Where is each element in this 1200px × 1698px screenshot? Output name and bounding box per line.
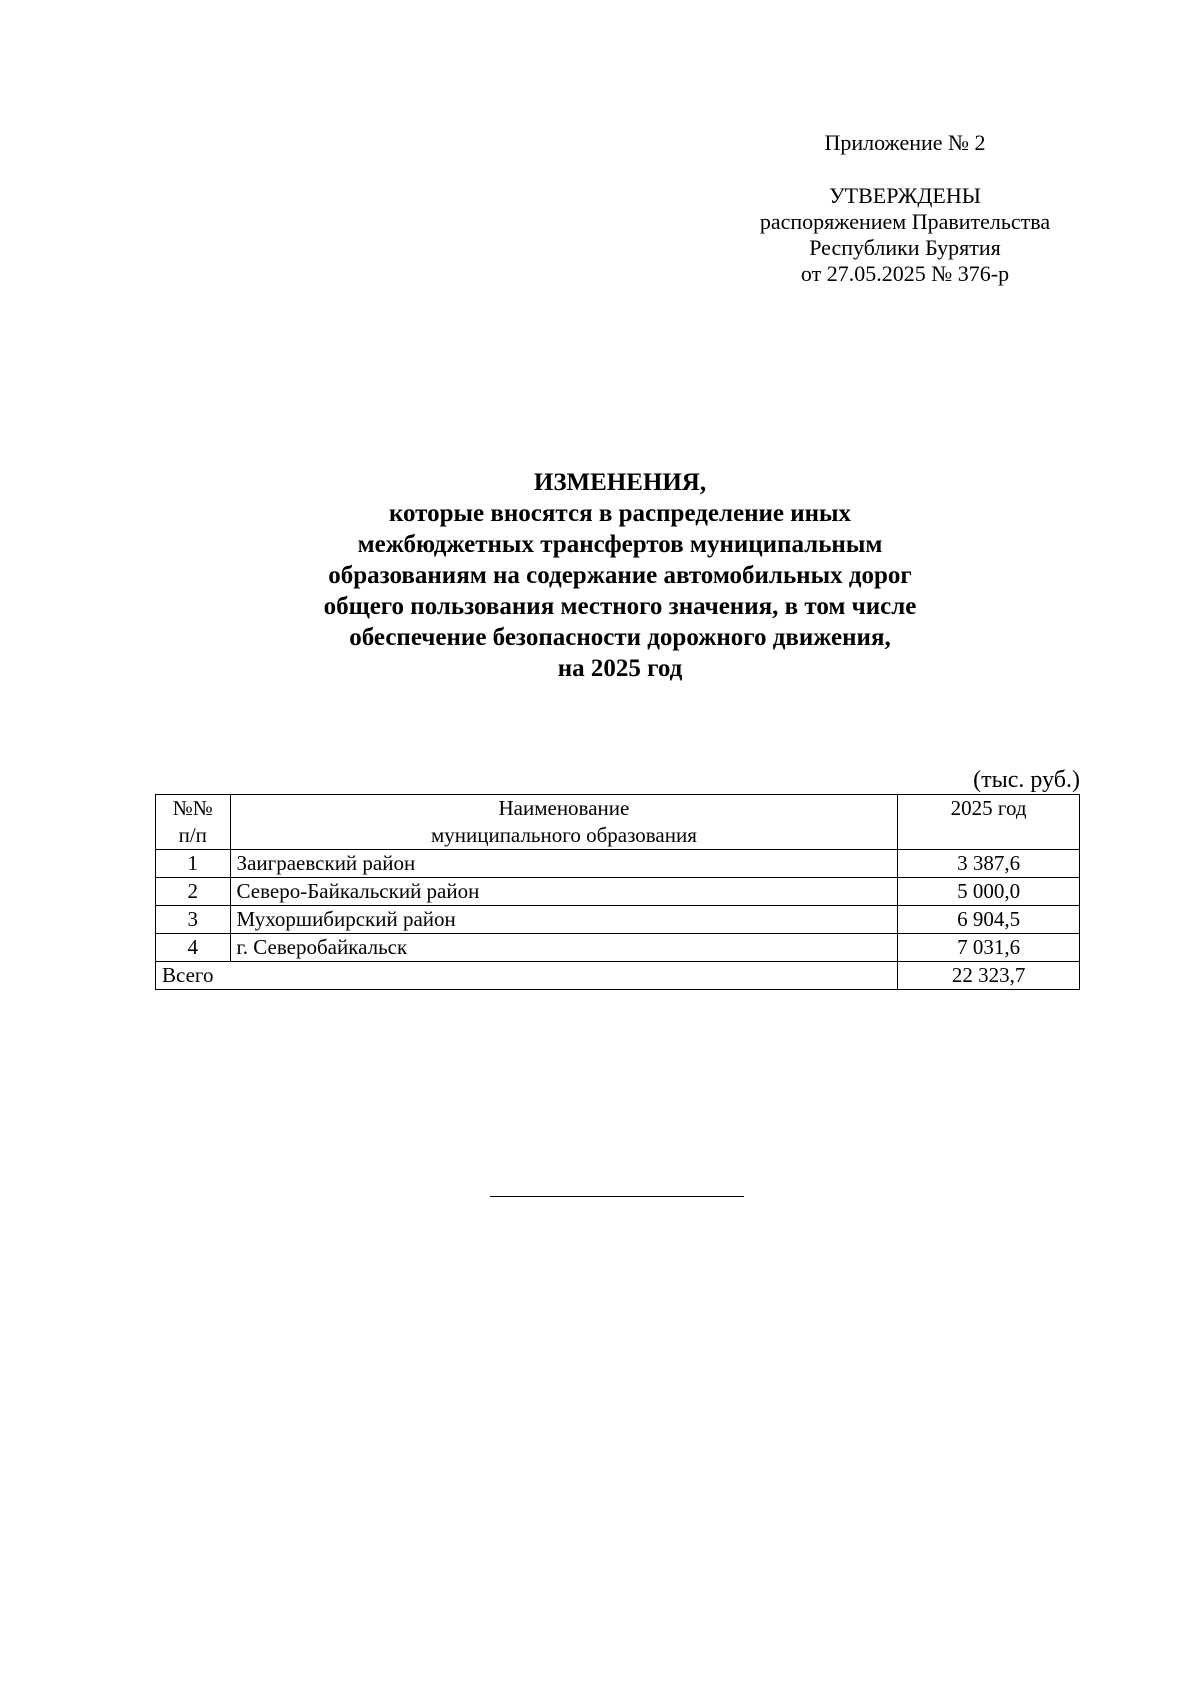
- approval-line-2: Республики Бурятия: [809, 235, 1001, 260]
- row-number: 3: [156, 906, 231, 934]
- table-row: [156, 906, 1080, 934]
- approval-date-number: от 27.05.2025 № 376-р: [800, 261, 1010, 286]
- total-label: Всего: [156, 962, 898, 990]
- title-line: межбюджетных трансфертов муниципальным: [357, 531, 883, 558]
- table-row: [156, 878, 1080, 906]
- title-line: общего пользования местного значения, в том числе: [323, 593, 917, 620]
- title-line: которые вносятся в распределение иных: [388, 500, 852, 527]
- table-row: [156, 934, 1080, 962]
- row-name: Северо-Байкальский район: [230, 878, 898, 906]
- row-name: Заиграевский район: [230, 850, 898, 878]
- appendix-number: Приложение № 2: [824, 130, 986, 155]
- row-number: 2: [156, 878, 231, 906]
- row-name: г. Северобайкальск: [230, 934, 898, 962]
- approval-stamp: [740, 130, 1070, 287]
- title-line: обеспечение безопасности дорожного движения,: [349, 624, 891, 651]
- row-value: 3 387,6: [898, 850, 1080, 878]
- row-name: Мухоршибирский район: [230, 906, 898, 934]
- closing-rule: [490, 1196, 744, 1197]
- approved-label: УТВЕРЖДЕНЫ: [829, 183, 981, 208]
- approval-line-1: распоряжением Правительства: [759, 209, 1051, 234]
- title-line: на 2025 год: [557, 655, 683, 682]
- row-number: 4: [156, 934, 231, 962]
- row-number: 1: [156, 850, 231, 878]
- row-value: 5 000,0: [898, 878, 1080, 906]
- header-number: №№ п/п: [156, 795, 231, 850]
- document-title: [160, 467, 1080, 684]
- distribution-table: [155, 794, 1080, 990]
- table-row: [156, 850, 1080, 878]
- row-value: 7 031,6: [898, 934, 1080, 962]
- title-heading: ИЗМЕНЕНИЯ,: [533, 469, 707, 496]
- table-total-row: [156, 962, 1080, 990]
- total-value: 22 323,7: [898, 962, 1080, 990]
- row-value: 6 904,5: [898, 906, 1080, 934]
- header-name: Наименование муниципального образования: [230, 795, 898, 850]
- units-label: (тыс. руб.): [973, 767, 1080, 793]
- table-header-row: [156, 795, 1080, 850]
- title-line: образованиям на содержание автомобильных дорог: [328, 562, 912, 589]
- header-year: 2025 год: [898, 795, 1080, 850]
